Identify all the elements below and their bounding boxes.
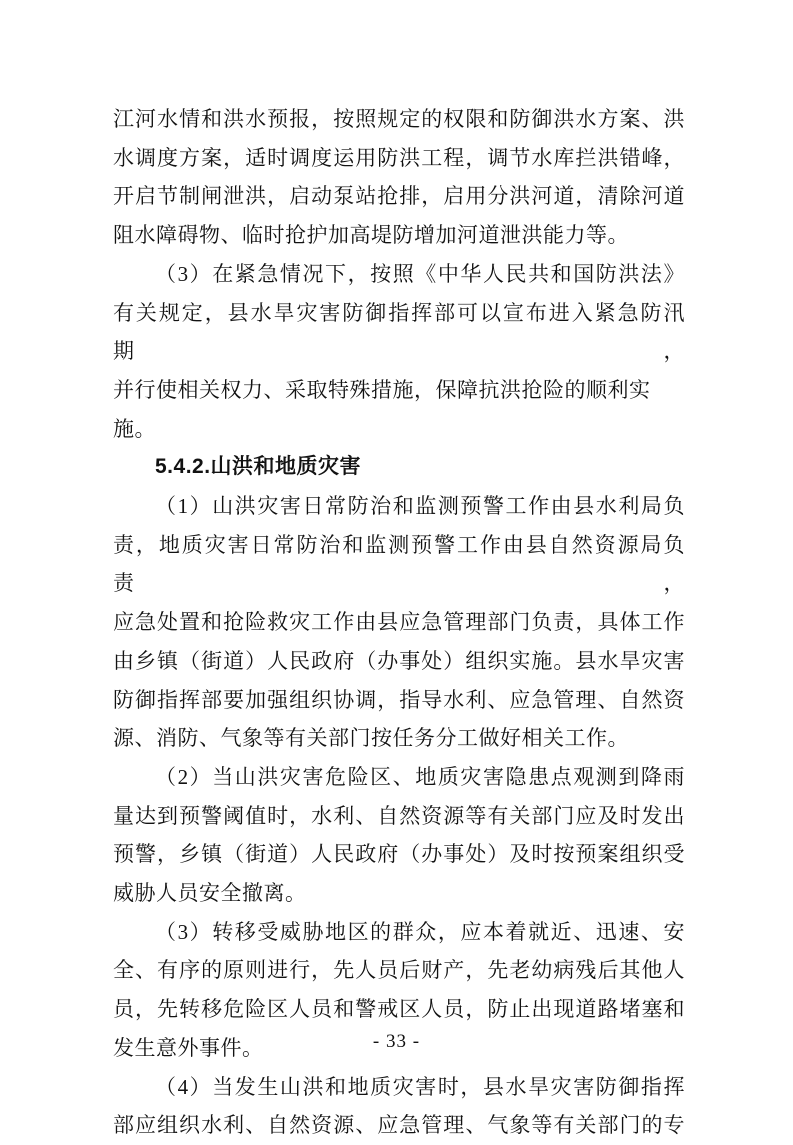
text-line: 阻水障碍物、临时抢护加高堤防增加河道泄洪能力等。 (113, 223, 629, 248)
text-line: 源、消防、气象等有关部门按任务分工做好相关工作。 (113, 726, 629, 751)
text-line: （1）山洪灾害日常防治和监测预警工作由县水利局负 (155, 494, 685, 519)
text-line: 江河水情和洪水预报，按照规定的权限和防御洪水方案、洪 (113, 107, 685, 131)
text-line: 开启节制闸泄洪，启动泵站抢排，启用分洪河道，清除河道 (113, 184, 685, 209)
text-line: 有关规定，县水旱灾害防御指挥部可以宣布进入紧急防汛期， (113, 300, 685, 364)
text-line: 责，地质灾害日常防治和监测预警工作由县自然资源局负责， (113, 532, 685, 596)
text-line: 水调度方案，适时调度运用防洪工程，调节水库拦洪错峰， (113, 145, 685, 170)
text-line: 发生意外事件。 (113, 1035, 264, 1060)
text-line: 部应组织水利、自然资源、应急管理、气象等有关部门的专 (113, 1113, 685, 1138)
text-line: （3）在紧急情况下，按照《中华人民共和国防洪法》 (155, 261, 685, 286)
section-heading: 5.4.2.山洪和地质灾害 (155, 455, 362, 479)
document-body (113, 100, 685, 1145)
page-number: - 33 - (372, 1031, 421, 1052)
text-line: 预警，乡镇（街道）人民政府（办事处）及时按预案组织受 (113, 842, 685, 867)
text-line: 防御指挥部要加强组织协调，指导水利、应急管理、自然资 (113, 687, 685, 712)
text-line: 威胁人员安全撤离。 (113, 881, 307, 906)
text-line: （4）当发生山洪和地质灾害时，县水旱灾害防御指挥 (155, 1074, 685, 1099)
text-line: 全、有序的原则进行，先人员后财产，先老幼病残后其他人 (113, 958, 685, 983)
text-line: 员，先转移危险区人员和警戒区人员，防止出现道路堵塞和 (113, 997, 685, 1022)
text-line: 应急处置和抢险救灾工作由县应急管理部门负责，具体工作 (113, 610, 685, 635)
text-line: 并行使相关权力、采取特殊措施，保障抗洪抢险的顺利实施。 (113, 377, 651, 441)
text-line: （3）转移受威胁地区的群众，应本着就近、迅速、安 (155, 919, 685, 944)
text-line: 由乡镇（街道）人民政府（办事处）组织实施。县水旱灾害 (113, 648, 685, 673)
text-line: 量达到预警阈值时，水利、自然资源等有关部门应及时发出 (113, 803, 685, 828)
text-line: （2）当山洪灾害危险区、地质灾害隐患点观测到降雨 (155, 764, 685, 789)
